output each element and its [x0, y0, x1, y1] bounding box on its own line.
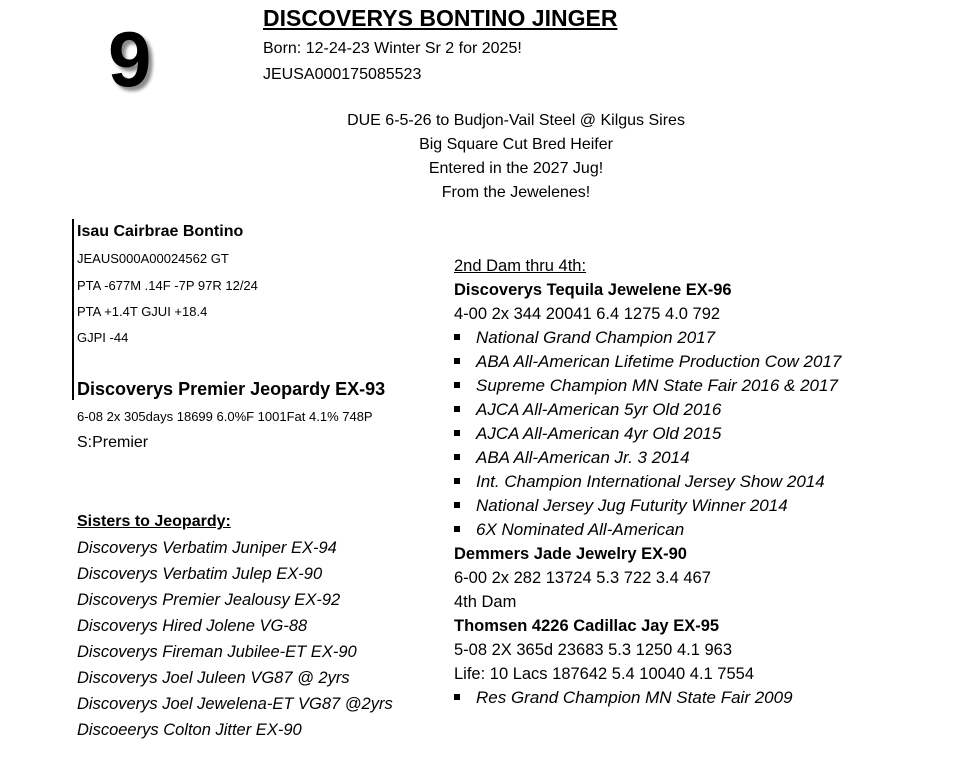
- note-line: From the Jewelenes!: [441, 184, 591, 201]
- square-bullet-icon: [454, 454, 460, 460]
- square-bullet-icon: [454, 526, 460, 532]
- second-dam-honors: [454, 327, 841, 543]
- sale-notes: [263, 109, 769, 205]
- pedigree-column: [454, 255, 841, 711]
- pedigree-heading: 2nd Dam thru 4th:: [454, 257, 587, 275]
- honor-text: ABA All-American Jr. 3 2014: [476, 448, 690, 467]
- note-line: DUE 6-5-26 to Budjon-Vail Steel @ Kilgus Sires: [347, 112, 685, 129]
- second-dam-name: Discoverys Tequila Jewelene EX-96: [454, 281, 732, 299]
- honor-item: [454, 351, 841, 375]
- honor-item: [454, 423, 841, 447]
- sister-item: Discoverys Joel Jewelena-ET VG87 @2yrs: [77, 695, 393, 713]
- note-line: Big Square Cut Bred Heifer: [419, 136, 613, 153]
- fourth-dam-life: Life: 10 Lacs 187642 5.4 10040 4.1 7554: [454, 665, 755, 683]
- sister-item: Discoeerys Colton Jitter EX-90: [77, 721, 302, 739]
- square-bullet-icon: [454, 358, 460, 364]
- honor-text: AJCA All-American 5yr Old 2016: [476, 400, 722, 419]
- square-bullet-icon: [454, 478, 460, 484]
- fourth-dam-label: 4th Dam: [454, 593, 517, 611]
- animal-title: DISCOVERYS BONTINO JINGER: [263, 5, 618, 31]
- honor-item: [454, 519, 841, 543]
- square-bullet-icon: [454, 406, 460, 412]
- honor-item: [454, 687, 841, 711]
- square-bullet-icon: [454, 430, 460, 436]
- honor-text: 6X Nominated All-American: [476, 520, 685, 539]
- square-bullet-icon: [454, 694, 460, 700]
- honor-text: ABA All-American Lifetime Production Cow 2017: [476, 352, 842, 371]
- honor-item: [454, 495, 841, 519]
- registration-number: JEUSA000175085523: [263, 66, 422, 83]
- sire-pta-line-1: PTA -677M .14F -7P 97R 12/24: [77, 278, 258, 293]
- sister-item: Discoverys Verbatim Juniper EX-94: [77, 539, 337, 557]
- fourth-dam-record: 5-08 2X 365d 23683 5.3 1250 4.1 963: [454, 641, 732, 659]
- fourth-dam-name: Thomsen 4226 Cadillac Jay EX-95: [454, 617, 720, 635]
- sire-name: Isau Cairbrae Bontino: [77, 223, 244, 240]
- honor-text: Int. Champion International Jersey Show 2014: [476, 472, 825, 491]
- third-dam-record: 6-00 2x 282 13724 5.3 722 3.4 467: [454, 569, 711, 587]
- birth-info: Born: 12-24-23 Winter Sr 2 for 2025!: [263, 40, 522, 57]
- dam-name: Discoverys Premier Jeopardy EX-93: [77, 379, 386, 399]
- honor-text: National Jersey Jug Futurity Winner 2014: [476, 496, 788, 515]
- second-dam-record: 4-00 2x 344 20041 6.4 1275 4.0 792: [454, 305, 721, 323]
- honor-text: National Grand Champion 2017: [476, 328, 716, 347]
- honor-item: [454, 399, 841, 423]
- sisters-list: [77, 537, 393, 745]
- honor-item: [454, 471, 841, 495]
- dam-sire: S:Premier: [77, 434, 149, 451]
- sister-item: Discoverys Joel Juleen VG87 @ 2yrs: [77, 669, 350, 687]
- lot-number: 9: [108, 15, 152, 103]
- honor-text: AJCA All-American 4yr Old 2015: [476, 424, 722, 443]
- square-bullet-icon: [454, 502, 460, 508]
- sire-registration: JEAUS000A00024562 GT: [77, 251, 229, 266]
- sire-divider: [72, 219, 74, 400]
- sister-item: Discoverys Verbatim Julep EX-90: [77, 565, 323, 583]
- sire-gjpi: GJPI -44: [77, 330, 129, 345]
- dam-record: 6-08 2x 305days 18699 6.0%F 1001Fat 4.1% 748P: [77, 409, 373, 424]
- honor-item: [454, 447, 841, 471]
- honor-item: [454, 375, 841, 399]
- sister-item: Discoverys Hired Jolene VG-88: [77, 617, 308, 635]
- sisters-heading: Sisters to Jeopardy:: [77, 513, 231, 530]
- sister-item: Discoverys Fireman Jubilee-ET EX-90: [77, 643, 357, 661]
- sire-pta-line-2: PTA +1.4T GJUI +18.4: [77, 304, 208, 319]
- honor-text: Supreme Champion MN State Fair 2016 & 2017: [476, 376, 838, 395]
- fourth-dam-honors: [454, 687, 841, 711]
- honor-text: Res Grand Champion MN State Fair 2009: [476, 688, 793, 707]
- honor-item: [454, 327, 841, 351]
- note-line: Entered in the 2027 Jug!: [428, 160, 604, 177]
- square-bullet-icon: [454, 334, 460, 340]
- third-dam-name: Demmers Jade Jewelry EX-90: [454, 545, 687, 563]
- sister-item: Discoverys Premier Jealousy EX-92: [77, 591, 341, 609]
- square-bullet-icon: [454, 382, 460, 388]
